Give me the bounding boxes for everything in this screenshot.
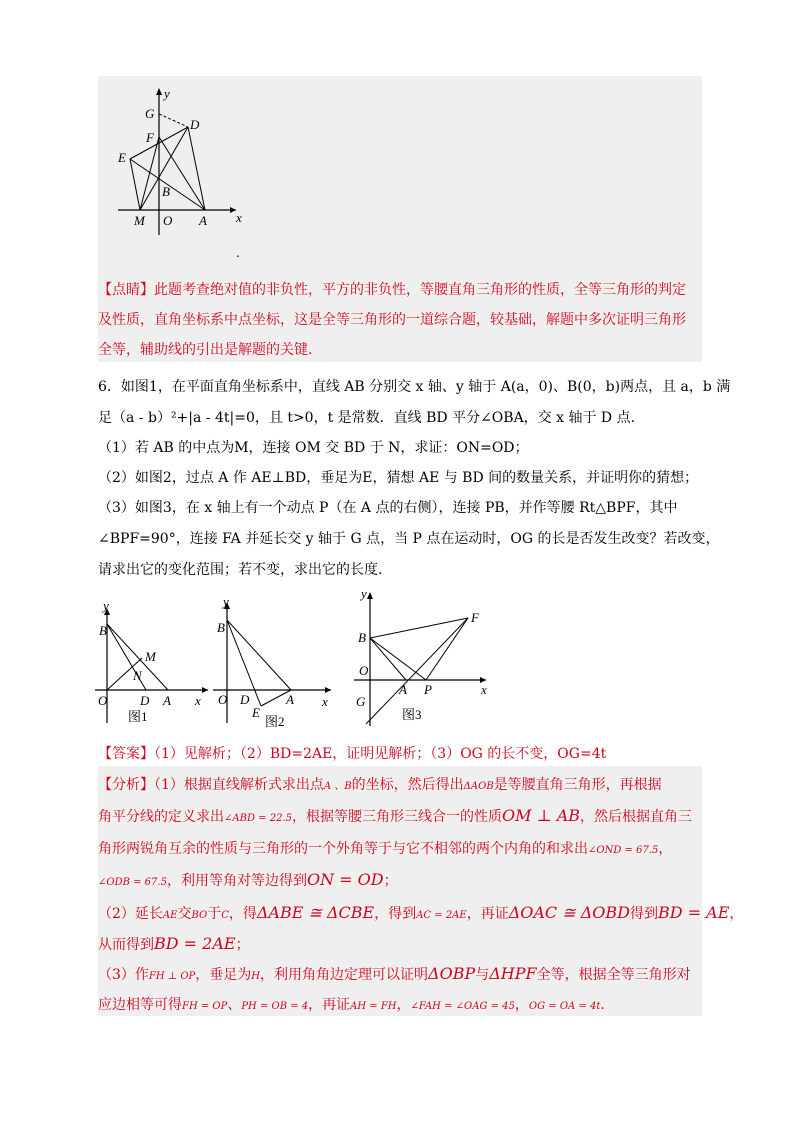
answer-tag: 【答案】 — [98, 746, 154, 762]
fig2-b-label: B — [217, 620, 225, 635]
figure-1 — [90, 598, 220, 730]
fig2-o-label: O — [218, 692, 228, 707]
fig3-y-label: y — [361, 586, 367, 601]
point-g-label: G — [145, 106, 155, 121]
top-geometry-figure — [108, 80, 248, 240]
question-3-line-3: 请求出它的变化范围；若不变，求出它的长度. — [98, 562, 383, 578]
fig2-y-label: y — [223, 596, 229, 609]
fig3-a-label: A — [399, 682, 407, 697]
analysis-line-2: 角平分线的定义求出∠ABD = 22.5，根据等腰三角形三线合一的性质OM ⊥ AB，然后根据直角三 — [98, 806, 692, 825]
point-b-label: B — [162, 184, 170, 199]
fig3-p-label: P — [424, 682, 432, 697]
fig1-d-label: D — [140, 693, 150, 708]
problem-line-1: 6．如图1，在平面直角坐标系中，直线 AB 分别交 x 轴、y 轴于 A(a，0)、B(0，b)两点，且 a，b 满 — [98, 379, 731, 395]
answer-text: （1）见解析；（2）BD=2AE，证明见解析；（3）OG 的长不变，OG=4t — [154, 746, 607, 762]
fig1-caption: 图1 — [128, 709, 148, 724]
fig1-b-label: B — [99, 623, 107, 638]
problem-line-2: 足（a - b）²+|a - 4t|=0，且 t>0，t 是常数．直线 BD 平分∠OBA，交 x 轴于 D 点. — [98, 410, 636, 426]
fig2-e-label: E — [252, 705, 260, 720]
comment-line-2: 及性质，直角坐标系中点坐标，这是全等三角形的一道综合题，较基础，解题中多次证明三角形 — [98, 312, 686, 328]
fig3-f-label: F — [471, 610, 479, 625]
fig1-o-label: O — [98, 693, 108, 708]
fig3-x-label: x — [481, 682, 487, 697]
fig1-x-label: x — [195, 693, 201, 708]
point-m-label: M — [134, 213, 145, 228]
fig1-a-label: A — [163, 693, 171, 708]
fig1-n-label: N — [133, 668, 142, 683]
figure-dot: . — [236, 246, 240, 260]
analysis-line-7: （3）作FH ⊥ OP，垂足为H，利用角角边定理可以证明ΔOBP与ΔHPF全等，根据全等三角形对 — [98, 964, 691, 983]
analysis-tag: 【分析】 — [98, 777, 154, 793]
analysis-line-4: ∠ODB = 67.5，利用等角对等边得到ON = OD； — [98, 870, 398, 889]
analysis-line-5: （2）延长AE交BO于C，得ΔABE ≅ ΔCBE，得到AC = 2AE，再证ΔOAC ≅ ΔOBD得到BD = AE， — [98, 903, 744, 922]
comment-tag: 【点睛】 — [98, 282, 154, 298]
analysis-line-6: 从而得到BD = 2AE； — [98, 934, 250, 953]
analysis-line-1: 【分析】（1）根据直线解析式求出点A 、B的坐标，然后得出ΔAOB是等腰直角三角形，再根据 — [98, 777, 662, 793]
question-2: （2）如图2，过点 A 作 AE⊥BD，垂足为E，猜想 AE 与 BD 间的数量关系，并证明你的猜想； — [98, 470, 699, 486]
fig1-y-label: y — [103, 598, 109, 613]
fig2-x-label: x — [322, 694, 328, 709]
question-3-line-2: ∠BPF=90°，连接 FA 并延长交 y 轴于 G 点，当 P 点在运动时，OG 的长是否发生改变？若改变， — [98, 531, 720, 547]
figure-2 — [205, 596, 345, 730]
fig3-g-label: G — [356, 694, 366, 709]
fig2-a-label: A — [286, 692, 294, 707]
fig1-m-label: M — [145, 649, 156, 664]
axis-y-label: y — [164, 86, 170, 101]
point-f-label: F — [146, 130, 154, 145]
point-e-label: E — [118, 150, 126, 165]
axis-x-label: x — [236, 210, 242, 225]
analysis-line-3: 角形两锐角互余的性质与三角形的一个外角等于与它不相邻的两个内角的和求出∠OND = 67.5， — [98, 841, 673, 857]
comment-line-3: 全等，辅助线的引出是解题的关键. — [98, 342, 313, 358]
fig3-o-label: O — [359, 663, 369, 678]
fig3-caption: 图3 — [402, 707, 422, 722]
point-o-label: O — [163, 213, 173, 228]
question-1: （1）若 AB 的中点为M，连接 OM 交 BD 于 N，求证：ON=OD； — [98, 440, 529, 456]
analysis-line-8: 应边相等可得FH = OP、PH = OB = 4，再证AH = FH，∠FAH = ∠OAG = 45，OG = OA = 4t. — [98, 997, 605, 1013]
answer-line — [98, 744, 606, 764]
comment-line-1: 【点睛】此题考查绝对值的非负性，平方的非负性，等腰直角三角形的性质，全等三角形的判定 — [98, 282, 686, 298]
point-d-label: D — [190, 117, 200, 132]
fig2-caption: 图2 — [265, 714, 285, 729]
figure-3 — [350, 586, 500, 732]
fig3-b-label: B — [358, 630, 366, 645]
question-3-line-1: （3）如图3，在 x 轴上有一个动点 P（在 A 点的右侧），连接 PB，并作等腰 Rt△BPF，其中 — [98, 500, 678, 516]
fig2-d-label: D — [240, 692, 250, 707]
point-a-label: A — [199, 213, 207, 228]
